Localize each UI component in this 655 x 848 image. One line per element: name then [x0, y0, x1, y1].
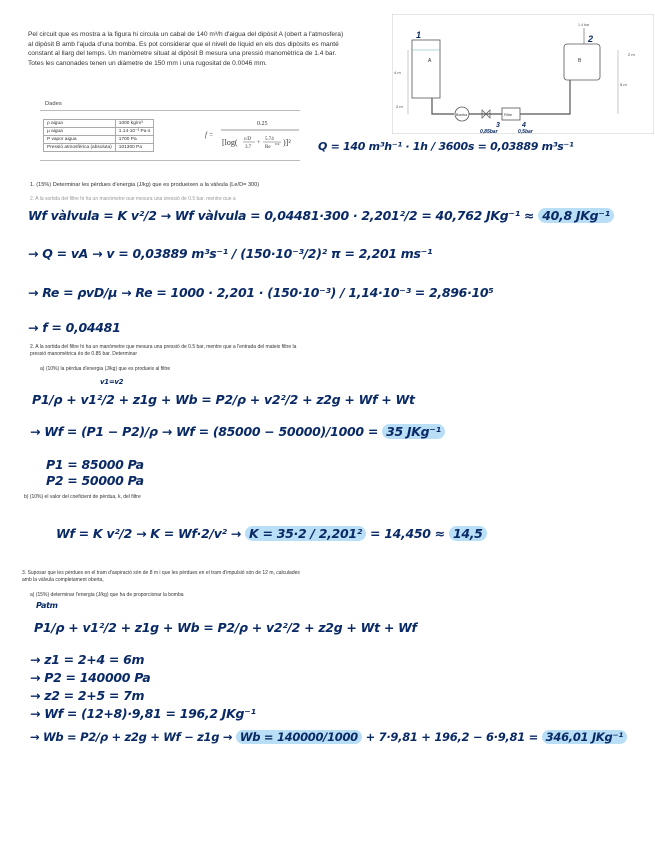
q2-bernoulli: P1/ρ + v1²/2 + z1g + Wb = P2/ρ + v2²/2 + z2g + Wf + Wt: [32, 392, 415, 407]
q1-answer: 40,8 JKg⁻¹: [538, 208, 614, 223]
question-1-label: 1. (15%) Determinar les pèrdues d'energia (J/kg) que es produeixen a la vàlvula (Le/D= 300): [30, 182, 260, 188]
friction-formula: [205, 113, 300, 155]
q1-line-1: Wf vàlvula = K v²/2 → Wf vàlvula = 0,04481·300 · 2,201²/2 = 40,762 JKg⁻¹ ≈ 40,8 JKg⁻¹: [28, 208, 614, 223]
tank-a-label: A: [428, 58, 432, 64]
divider: [40, 160, 300, 161]
hw-pressure-2: 0,5bar: [518, 129, 533, 134]
hw-point-4: 4: [522, 122, 526, 129]
svg-text:3.7: 3.7: [245, 145, 252, 150]
q1-line-2: → Q = vA → v = 0,03889 m³s⁻¹ / (150·10⁻³/2)² π = 2,201 ms⁻¹: [28, 246, 433, 261]
svg-text:0.9: 0.9: [275, 142, 280, 146]
q3-bernoulli: P1/ρ + v1²/2 + z1g + Wb = P2/ρ + v2²/2 + z2g + Wt + Wf: [34, 620, 417, 635]
question-2-cut: 2. A la sortida del filtre hi ha un manòmetre que mesura una pressió de 0.5 bar, mentre que a: [30, 196, 236, 200]
svg-text:)]²: )]²: [283, 138, 291, 147]
hw-pressure-1: 0,85bar: [480, 129, 498, 134]
svg-text:0.25: 0.25: [257, 121, 268, 127]
svg-text:Re: Re: [265, 145, 271, 150]
q2b-line: Wf = K v²/2 → K = Wf·2/v² → K = 35·2 / 2,201² = 14,450 ≈ 14,5: [56, 526, 487, 541]
dades-table: [43, 119, 154, 152]
circuit-diagram: [392, 14, 654, 134]
filter-label: Filtre: [504, 113, 512, 117]
q2b-k: K = 35·2 / 2,201²: [245, 526, 366, 541]
pressure-label: 1.4 bar: [578, 23, 590, 27]
q1-line-3: → Re = ρvD/μ → Re = 1000 · 2,201 · (150·10⁻³) / 1,14·10⁻³ = 2,896·10⁵: [28, 285, 494, 300]
dim-2m-left: 2 m: [396, 104, 403, 109]
dim-2m-right: 2 m: [628, 52, 635, 57]
q3-line-2: → P2 = 140000 Pa: [30, 670, 151, 685]
dim-4m: 4 m: [394, 70, 401, 75]
q2-note: v1=v2: [100, 378, 124, 386]
svg-text:5.74: 5.74: [265, 137, 274, 142]
q3-line-4: → Wf = (12+8)·9,81 = 196,2 JKg⁻¹: [30, 706, 256, 721]
q2-line-4: P2 = 50000 Pa: [46, 473, 144, 488]
question-2b-label: b) (10%) el valor del coeficient de pèrdua, k, del filtre: [24, 494, 141, 500]
pump-label: Bomba: [456, 113, 468, 117]
table-row: ρ aigua 1000 kg/m³: [44, 120, 154, 128]
table-row: Pressió atmosfèrica (absoluta) 101300 Pa: [44, 144, 154, 152]
q2-line-3: P1 = 85000 Pa: [46, 457, 144, 472]
dim-5m: 5 m: [620, 82, 627, 87]
q2-line-2: → Wf = (P1 − P2)/ρ → Wf = (85000 − 50000)/1000 = 35 JKg⁻¹: [30, 424, 445, 439]
question-2a-label: a) (10%) la pèrdua d'energia (J/kg) que es produeix al filtre: [40, 366, 171, 372]
q2b-answer: 14,5: [449, 526, 487, 541]
hw-point-3: 3: [496, 122, 500, 129]
svg-text:ε/D: ε/D: [244, 137, 251, 142]
svg-text:f =: f =: [205, 131, 214, 139]
svg-text:[log(: [log(: [222, 138, 238, 147]
tank-b-label: B: [578, 58, 582, 64]
q3-answer: 346,01 JKg⁻¹: [542, 730, 627, 744]
hw-point-2: 2: [588, 34, 594, 44]
problem-statement: Pel circuit que es mostra a la figura hi circula un cabal de 140 m³/h d'aigua del dipòsit A (obert a l'atmosfera) al dipòsit B amb l'ajuda d'una bomba. Es pot considerar que el nivell de líquid en els dos dipòsits es manté constant al llarg del temps. Un manòmetre situat al dipòsit B mesura una pressió manomètrica de 1.4 bar. Totes les canonades tenen un diàmetre de 150 mm i una rugositat de 0.0046 mm.: [28, 31, 344, 67]
q3-note: Patm: [36, 601, 58, 610]
hw-point-1: 1: [416, 30, 422, 40]
table-row: P vapor aigua 1700 Pa: [44, 136, 154, 144]
dades-title: Dades: [45, 101, 62, 107]
q2a-answer: 35 JKg⁻¹: [382, 424, 445, 439]
flow-rate-line: Q = 140 m³h⁻¹ · 1h / 3600s = 0,03889 m³s⁻¹: [318, 140, 574, 153]
q3-line-1: → z1 = 2+4 = 6m: [30, 652, 145, 667]
question-3a-label: a) (15%) determinar l'energia (J/kg) que ha de proporcionar la bomba: [30, 592, 184, 598]
question-2-label: 2. A la sortida del filtre hi ha un manòmetre que mesura una pressió de 0.5 bar, mentre que a l'entrada del mateix filtre la pressió manomètrica és de 0.85 bar. Determinar: [30, 344, 297, 357]
q3-line-5: → Wb = P2/ρ + z2g + Wf − z1g → Wb = 140000/1000 + 7·9,81 + 196,2 − 6·9,81 = 346,01 JKg⁻¹: [30, 730, 627, 744]
svg-text:+: +: [257, 140, 261, 146]
question-3-label: 3. Suposar que les pèrdues en el tram d'aspiració són de 8 m i que les pèrdues en el tram d'impulsió són de 12 m, calculades amb la vàlvula completament oberta,: [22, 570, 300, 583]
q3-wb: Wb = 140000/1000: [236, 730, 362, 744]
q3-line-3: → z2 = 2+5 = 7m: [30, 688, 145, 703]
divider: [40, 110, 300, 111]
q1-line-4: → f = 0,04481: [28, 320, 121, 335]
table-row: μ aigua 1.14·10⁻³ Pa·s: [44, 128, 154, 136]
